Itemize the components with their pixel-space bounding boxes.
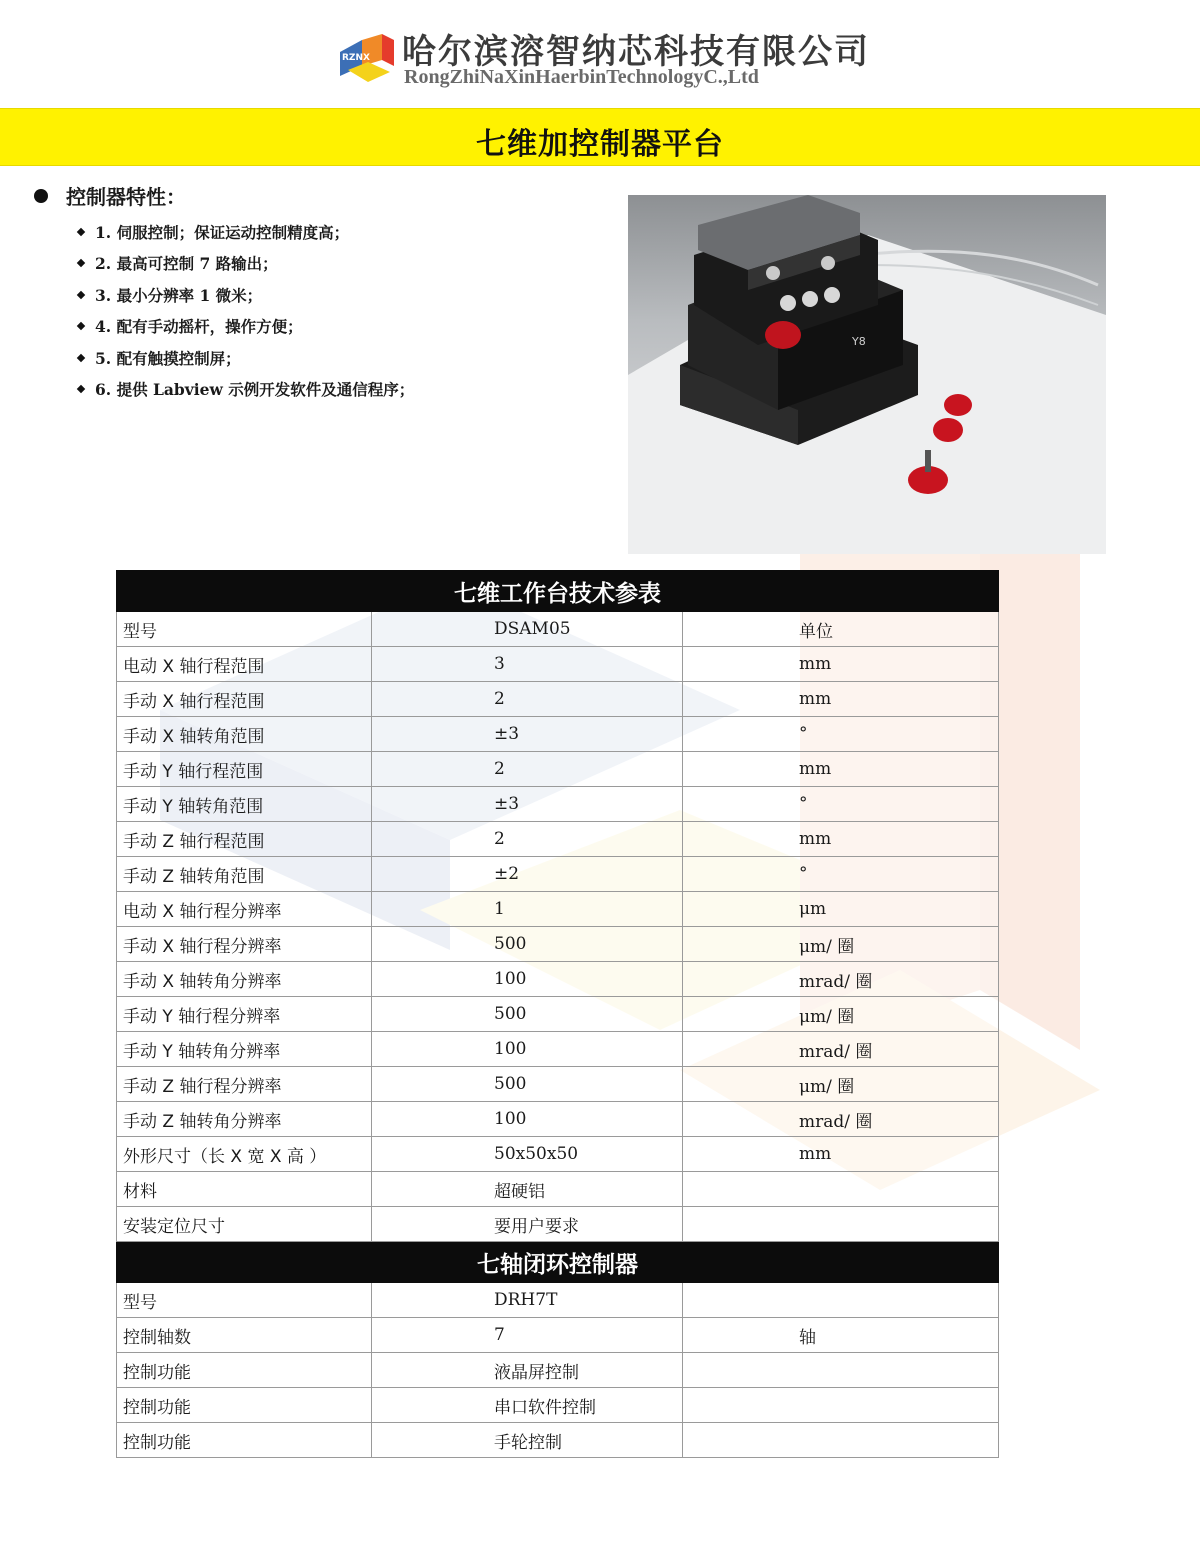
table-row bbox=[117, 892, 999, 927]
param-value-cell: DSAM05 bbox=[372, 612, 683, 647]
page-title: 七维加控制器平台 bbox=[476, 127, 724, 162]
table-row bbox=[117, 612, 999, 647]
param-name-cell: 材料 bbox=[117, 1172, 372, 1207]
table-row bbox=[117, 682, 999, 717]
param-value-cell: 液晶屏控制 bbox=[372, 1353, 683, 1388]
section-title: 七维工作台技术参表 bbox=[117, 571, 999, 612]
param-value-cell: 100 bbox=[372, 1102, 683, 1137]
param-name-cell: 手动 Y 轴转角范围 bbox=[117, 787, 372, 822]
table-row bbox=[117, 647, 999, 682]
unit-cell: mm bbox=[683, 822, 999, 857]
unit-cell: mm bbox=[683, 682, 999, 717]
diamond-bullet-icon bbox=[77, 291, 85, 299]
table-row bbox=[117, 1423, 999, 1458]
unit-cell: mrad/ 圈 bbox=[683, 1102, 999, 1137]
feature-item: 6. 提供 Labview 示例开发软件及通信程序； bbox=[78, 374, 414, 406]
table-row bbox=[117, 857, 999, 892]
param-name-cell: 手动 X 轴转角分辨率 bbox=[117, 962, 372, 997]
unit-cell bbox=[683, 1207, 999, 1242]
param-name-cell: 手动 X 轴转角范围 bbox=[117, 717, 372, 752]
param-name-cell: 控制功能 bbox=[117, 1423, 372, 1458]
feature-item: 1. 伺服控制；保证运动控制精度高； bbox=[78, 216, 414, 248]
table-row bbox=[117, 1318, 999, 1353]
product-photo bbox=[628, 195, 1106, 554]
diamond-bullet-icon bbox=[77, 228, 85, 236]
logo-mark-icon bbox=[338, 26, 396, 84]
unit-cell: mm bbox=[683, 752, 999, 787]
param-value-cell: 500 bbox=[372, 927, 683, 962]
table-row bbox=[117, 717, 999, 752]
param-value-cell: 要用户要求 bbox=[372, 1207, 683, 1242]
feature-item: 3. 最小分辨率 1 微米； bbox=[78, 279, 414, 311]
param-value-cell: 2 bbox=[372, 822, 683, 857]
param-name-cell: 手动 X 轴行程分辨率 bbox=[117, 927, 372, 962]
stage-label: Y8 bbox=[852, 335, 866, 348]
param-value-cell: 2 bbox=[372, 752, 683, 787]
feature-item: 2. 最高可控制 7 路输出； bbox=[78, 248, 414, 280]
param-value-cell: 500 bbox=[372, 1067, 683, 1102]
unit-cell bbox=[683, 1353, 999, 1388]
diamond-bullet-icon bbox=[77, 385, 85, 393]
table-row bbox=[117, 1388, 999, 1423]
param-value-cell: 7 bbox=[372, 1318, 683, 1353]
table-row bbox=[117, 1283, 999, 1318]
table-row bbox=[117, 1353, 999, 1388]
param-name-cell: 控制功能 bbox=[117, 1353, 372, 1388]
unit-cell: ° bbox=[683, 857, 999, 892]
unit-cell: μm/ 圈 bbox=[683, 997, 999, 1032]
table-section-header bbox=[117, 1242, 999, 1283]
unit-cell bbox=[683, 1388, 999, 1423]
param-name-cell: 型号 bbox=[117, 1283, 372, 1318]
param-value-cell: 50x50x50 bbox=[372, 1137, 683, 1172]
param-value-cell: 超硬铝 bbox=[372, 1172, 683, 1207]
param-name-cell: 手动 Z 轴行程分辨率 bbox=[117, 1067, 372, 1102]
param-name-cell: 控制轴数 bbox=[117, 1318, 372, 1353]
unit-cell: mm bbox=[683, 1137, 999, 1172]
svg-text:RZNX: RZNX bbox=[342, 53, 370, 63]
param-name-cell: 外形尺寸（长 X 宽 X 高 ） bbox=[117, 1137, 372, 1172]
param-name-cell: 手动 Z 轴行程范围 bbox=[117, 822, 372, 857]
table-row bbox=[117, 962, 999, 997]
unit-cell: mrad/ 圈 bbox=[683, 962, 999, 997]
company-logo bbox=[338, 22, 868, 92]
section-title: 七轴闭环控制器 bbox=[117, 1242, 999, 1283]
unit-cell: 单位 bbox=[683, 612, 999, 647]
param-name-cell: 手动 Z 轴转角范围 bbox=[117, 857, 372, 892]
title-bar bbox=[0, 108, 1200, 166]
param-name-cell: 型号 bbox=[117, 612, 372, 647]
table-row bbox=[117, 927, 999, 962]
unit-cell bbox=[683, 1172, 999, 1207]
param-name-cell: 手动 Y 轴行程分辨率 bbox=[117, 997, 372, 1032]
param-name-cell: 电动 X 轴行程范围 bbox=[117, 647, 372, 682]
param-value-cell: ±3 bbox=[372, 787, 683, 822]
param-value-cell: 500 bbox=[372, 997, 683, 1032]
param-value-cell: 2 bbox=[372, 682, 683, 717]
param-value-cell: ±2 bbox=[372, 857, 683, 892]
param-value-cell: 1 bbox=[372, 892, 683, 927]
unit-cell: ° bbox=[683, 787, 999, 822]
param-value-cell: 串口软件控制 bbox=[372, 1388, 683, 1423]
table-row bbox=[117, 1032, 999, 1067]
table-row bbox=[117, 1067, 999, 1102]
param-name-cell: 手动 Y 轴行程范围 bbox=[117, 752, 372, 787]
table-row bbox=[117, 1102, 999, 1137]
table-row bbox=[117, 752, 999, 787]
table-row bbox=[117, 997, 999, 1032]
param-name-cell: 电动 X 轴行程分辨率 bbox=[117, 892, 372, 927]
unit-cell bbox=[683, 1423, 999, 1458]
param-name-cell: 控制功能 bbox=[117, 1388, 372, 1423]
unit-cell: μm/ 圈 bbox=[683, 927, 999, 962]
diamond-bullet-icon bbox=[77, 354, 85, 362]
param-value-cell: 100 bbox=[372, 1032, 683, 1067]
param-value-cell: ±3 bbox=[372, 717, 683, 752]
table-row bbox=[117, 1137, 999, 1172]
unit-cell bbox=[683, 1283, 999, 1318]
param-value-cell: 100 bbox=[372, 962, 683, 997]
unit-cell: 轴 bbox=[683, 1318, 999, 1353]
table-section-header bbox=[117, 571, 999, 612]
features-heading bbox=[34, 181, 186, 210]
param-name-cell: 手动 Z 轴转角分辨率 bbox=[117, 1102, 372, 1137]
features-list bbox=[78, 216, 414, 405]
bullet-dot-icon bbox=[34, 189, 48, 203]
company-name-en: RongZhiNaXinHaerbinTechnologyC.,Ltd bbox=[404, 66, 759, 88]
param-name-cell: 安装定位尺寸 bbox=[117, 1207, 372, 1242]
param-value-cell: 手轮控制 bbox=[372, 1423, 683, 1458]
features-title: 控制器特性： bbox=[66, 185, 186, 209]
feature-item: 5. 配有触摸控制屏； bbox=[78, 342, 414, 374]
table-row bbox=[117, 1207, 999, 1242]
param-value-cell: DRH7T bbox=[372, 1283, 683, 1318]
param-name-cell: 手动 X 轴行程范围 bbox=[117, 682, 372, 717]
spec-table bbox=[116, 570, 999, 1458]
unit-cell: ° bbox=[683, 717, 999, 752]
feature-item: 4. 配有手动摇杆，操作方便； bbox=[78, 311, 414, 343]
table-row bbox=[117, 787, 999, 822]
diamond-bullet-icon bbox=[77, 259, 85, 267]
table-row bbox=[117, 1172, 999, 1207]
param-name-cell: 手动 Y 轴转角分辨率 bbox=[117, 1032, 372, 1067]
company-name-cn: 哈尔滨溶智纳芯科技有限公司 bbox=[402, 32, 870, 72]
unit-cell: μm bbox=[683, 892, 999, 927]
unit-cell: mrad/ 圈 bbox=[683, 1032, 999, 1067]
param-value-cell: 3 bbox=[372, 647, 683, 682]
diamond-bullet-icon bbox=[77, 322, 85, 330]
unit-cell: μm/ 圈 bbox=[683, 1067, 999, 1102]
unit-cell: mm bbox=[683, 647, 999, 682]
table-row bbox=[117, 822, 999, 857]
